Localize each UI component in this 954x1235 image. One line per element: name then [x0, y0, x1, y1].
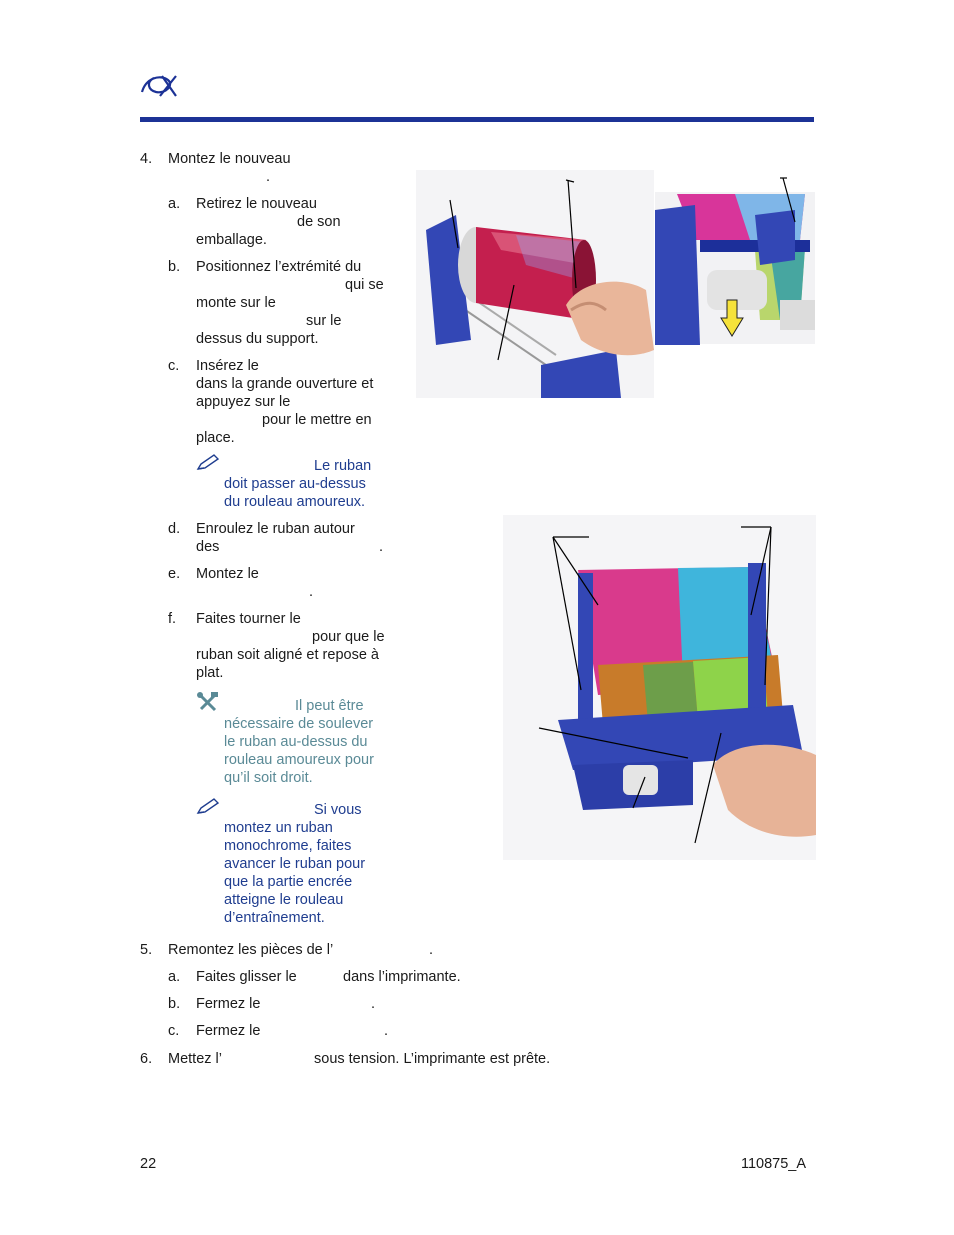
- company-logo-icon: [138, 70, 180, 100]
- substep-letter: a.: [168, 969, 181, 985]
- substep-text: Enroulez le ruban autour: [196, 521, 355, 537]
- substep-letter: b.: [168, 996, 181, 1012]
- substep-letter: a.: [168, 196, 181, 212]
- note-text: que la partie encrée: [224, 874, 353, 890]
- note-text: avancer le ruban pour: [224, 856, 366, 872]
- substep-text: .: [371, 996, 376, 1012]
- substep-text: de son: [297, 214, 341, 230]
- substep-text: Faites glisser le: [196, 969, 297, 985]
- note-text: d’entraînement.: [224, 910, 325, 926]
- note-text: atteigne le rouleau: [224, 892, 344, 908]
- note-text: monochrome, faites: [224, 838, 352, 854]
- substep-text: sur le: [306, 313, 342, 329]
- ribbon-aligned-photo: [503, 515, 816, 860]
- step-number: 4.: [140, 151, 153, 167]
- substep-text: Retirez le nouveau: [196, 196, 317, 212]
- substep-text: monte sur le: [196, 295, 276, 311]
- substep-text: .: [384, 1023, 389, 1039]
- tip-text: le ruban au-dessus du: [224, 734, 368, 750]
- substep-letter: c.: [168, 358, 180, 374]
- pencil-icon: [196, 454, 220, 472]
- note-text: montez un ruban: [224, 820, 333, 836]
- tools-icon: [197, 692, 219, 712]
- substep-letter: d.: [168, 521, 181, 537]
- substep-text: des: [196, 539, 220, 555]
- substep-text: dessus du support.: [196, 331, 319, 347]
- step-title: Remontez les pièces de l’: [168, 942, 334, 958]
- substep-letter: c.: [168, 1023, 180, 1039]
- substep-text: ruban soit aligné et repose à: [196, 647, 379, 663]
- step-text: sous tension. L’imprimante est prête.: [314, 1051, 551, 1067]
- substep-text: place.: [196, 430, 235, 446]
- tip-text: rouleau amoureux pour: [224, 752, 374, 768]
- note-text: du rouleau amoureux.: [224, 494, 366, 510]
- note-text: Le ruban: [314, 458, 372, 474]
- substep-text: qui se: [345, 277, 384, 293]
- substep-text: plat.: [196, 665, 224, 681]
- header-rule: [140, 117, 814, 122]
- pencil-icon: [196, 798, 220, 816]
- step-title-end: .: [429, 942, 434, 958]
- step-number: 5.: [140, 942, 153, 958]
- step-text: Mettez l’: [168, 1051, 222, 1067]
- tip-text: qu’il soit droit.: [224, 770, 313, 786]
- substep-text: pour que le: [312, 629, 385, 645]
- substep-text: appuyez sur le: [196, 394, 291, 410]
- substep-text: Fermez le: [196, 1023, 261, 1039]
- substep-text: Faites tourner le: [196, 611, 301, 627]
- tip-text: Il peut être: [295, 698, 364, 714]
- note-text: Si vous: [314, 802, 362, 818]
- ribbon-install-photo-right: [655, 170, 815, 398]
- substep-text: .: [309, 584, 314, 600]
- tip-text: nécessaire de soulever: [224, 716, 374, 732]
- substep-text: emballage.: [196, 232, 267, 248]
- substep-letter: b.: [168, 259, 181, 275]
- substep-text: Insérez le: [196, 358, 259, 374]
- substep-text: Montez le: [196, 566, 259, 582]
- substep-text: Fermez le: [196, 996, 261, 1012]
- substep-letter: e.: [168, 566, 181, 582]
- step-number: 6.: [140, 1051, 153, 1067]
- note-text: doit passer au-dessus: [224, 476, 366, 492]
- ribbon-install-photo-left: [416, 170, 654, 398]
- substep-text: dans la grande ouverture et: [196, 376, 374, 392]
- substep-text: .: [379, 539, 384, 555]
- substep-text: pour le mettre en: [262, 412, 372, 428]
- document-number: 110875_A: [741, 1156, 807, 1172]
- substep-letter: f.: [168, 611, 177, 627]
- page-number: 22: [140, 1156, 157, 1172]
- substep-text: dans l’imprimante.: [343, 969, 461, 985]
- substep-text: Positionnez l’extrémité du: [196, 259, 362, 275]
- step-title: Montez le nouveau: [168, 151, 291, 167]
- step-title-end: .: [266, 169, 271, 185]
